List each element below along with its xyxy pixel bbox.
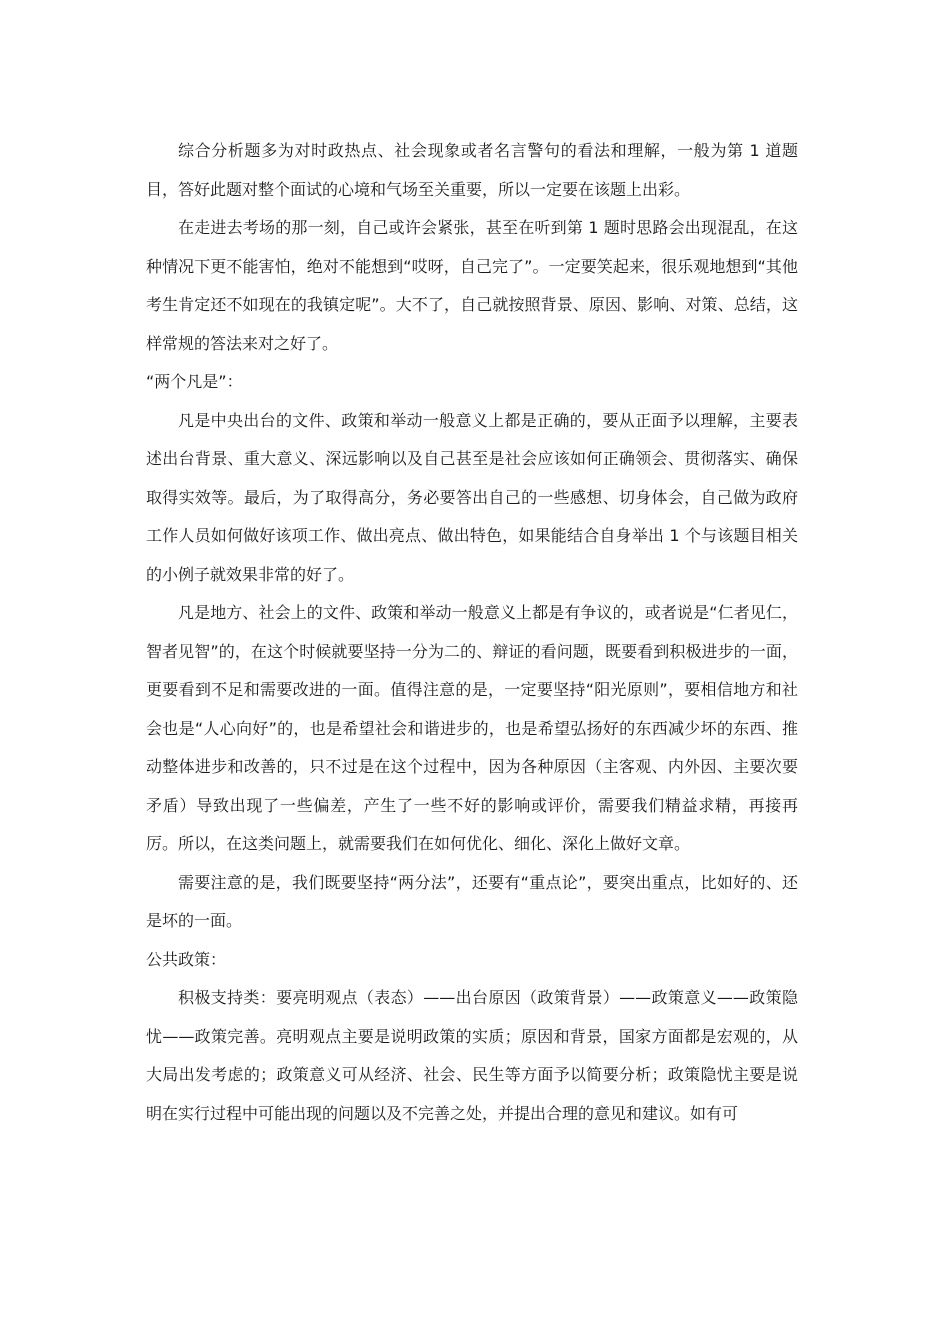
paragraph-support-type: 积极支持类：要亮明观点（表态）——出台原因（政策背景）——政策意义——政策隐忧——政策完善。亮明观点主要是说明政策的实质；原因和背景，国家方面都是宏观的，从大局出发考虑的；政策意义可从经济、社会、民生等方面予以简要分析；政策隐忧主要是说明在实行过程中可能出现的问题以及不完善之处，并提出合理的意见和建议。如有可	[146, 988, 798, 1123]
document-body	[146, 132, 798, 1133]
heading-two-whatevers: “两个凡是”：	[146, 372, 243, 391]
paragraph-local-policy: 凡是地方、社会上的文件、政策和举动一般意义上都是有争议的，或者说是“仁者见仁，智者见智”的，在这个时候就要坚持一分为二的、辩证的看问题，既要看到积极进步的一面，更要看到不足和需要改进的一面。值得注意的是，一定要坚持“阳光原则”，要相信地方和社会也是“人心向好”的，也是希望社会和谐进步的，也是希望弘扬好的东西减少坏的东西、推动整体进步和改善的，只不过是在这个过程中，因为各种原因（主客观、内外因、主要次要矛盾）导致出现了一些偏差，产生了一些不好的影响或评价，需要我们精益求精，再接再厉。所以，在这类问题上，就需要我们在如何优化、细化、深化上做好文章。	[146, 603, 798, 853]
heading-public-policy: 公共政策：	[146, 949, 227, 969]
paragraph-central-policy: 凡是中央出台的文件、政策和举动一般意义上都是正确的，要从正面予以理解，主要表述出台背景、重大意义、深远影响以及自己甚至是社会应该如何正确领会、贯彻落实、确保取得实效等。最后，为了取得高分，务必要答出自己的一些感想、切身体会，自己做为政府工作人员如何做好该项工作、做出亮点、做出特色，如果能结合自身举出 1 个与该题目相关的小例子就效果非常的好了。	[146, 410, 798, 584]
paragraph-intro: 综合分析题多为对时政热点、社会现象或者名言警句的看法和理解，一般为第 1 道题目，答好此题对整个面试的心境和气场至关重要，所以一定要在该题上出彩。	[146, 141, 798, 199]
paragraph-two-point-method: 需要注意的是，我们既要坚持“两分法”，还要有“重点论”，要突出重点，比如好的、还是坏的一面。	[146, 872, 798, 930]
paragraph-exam-mindset: 在走进去考场的那一刻，自己或许会紧张，甚至在听到第 1 题时思路会出现混乱，在这种情况下更不能害怕，绝对不能想到“哎呀，自己完了”。一定要笑起来，很乐观地想到“其他考生肯定还不如现在的我镇定呢”。大不了，自己就按照背景、原因、影响、对策、总结，这样常规的答法来对之好了。	[146, 218, 798, 353]
